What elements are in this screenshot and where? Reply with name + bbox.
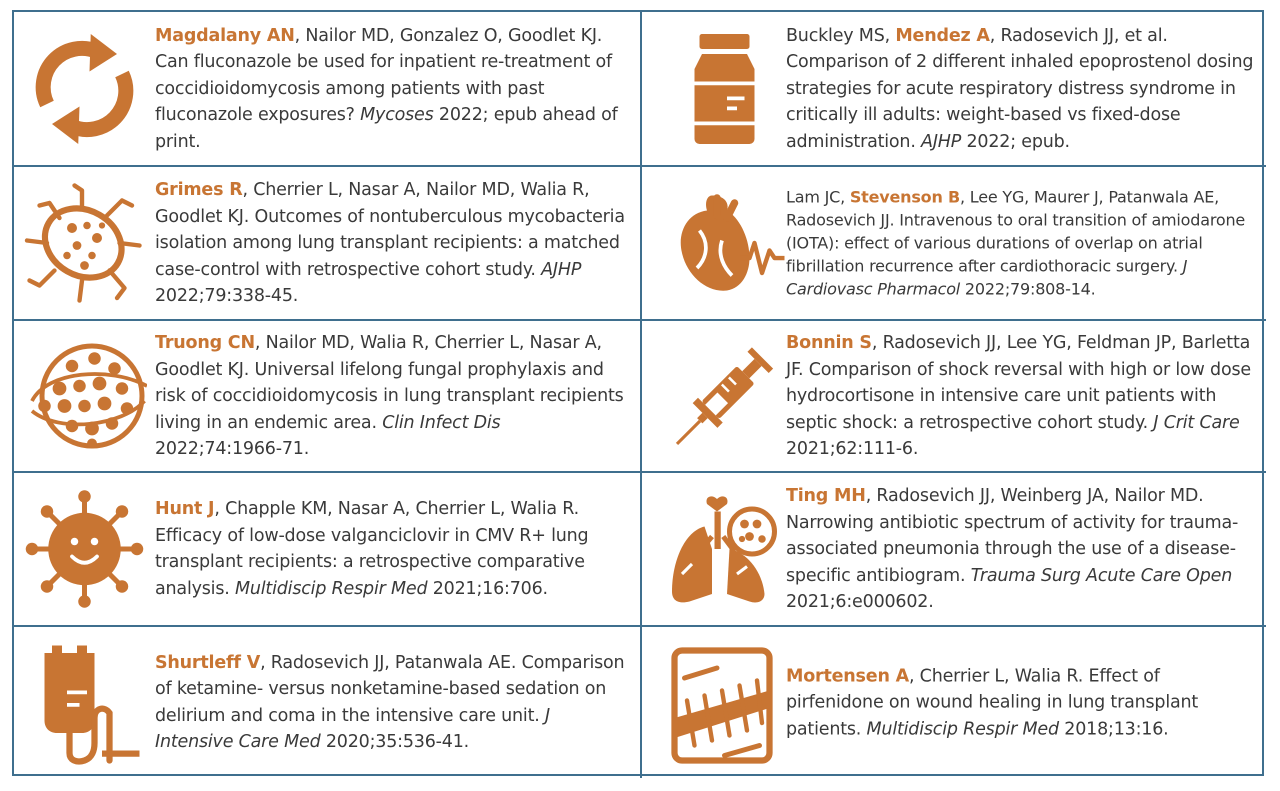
first-author: Buckley MS, — [786, 25, 896, 46]
article-title: Outcomes of nontuberculous mycobacteria isolation among lung transplant recipients: a matched case-control with retrospective cohort study. — [155, 206, 625, 280]
co-authors: , Radosevich JJ, et al. — [989, 25, 1168, 46]
lead-author: Ting MH — [786, 485, 866, 506]
article-title: Intravenous to oral transition of amiodarone (IOTA): effect of various durations of overlap on atrial fibrillation recurrence after cardiothoracic surgery. — [786, 210, 1246, 276]
co-authors: , Cherrier L, Walia R. — [908, 665, 1089, 686]
reference-cell-10 — [642, 627, 1266, 778]
co-authors: , Radosevich JJ, Lee YG, Feldman JP, Barletta JF. — [786, 332, 1251, 380]
lead-author: Mortensen A — [786, 665, 909, 686]
lead-author: Hunt J — [155, 499, 215, 519]
citation-details: 2022;79:808-14. — [960, 279, 1096, 299]
reference-cell-7 — [14, 473, 642, 627]
journal-name: Multidiscip Respir Med — [866, 718, 1059, 739]
reference-cell-1 — [14, 12, 642, 167]
lead-author: Truong CN — [155, 332, 255, 353]
journal-name: Clin Infect Dis — [382, 412, 501, 433]
co-authors: , Lee YG, Maurer J, Patanwala AE, Radosevich JJ. — [786, 187, 1220, 230]
co-authors: , Cherrier L, Nasar A, Nailor MD, Walia R, Goodlet KJ. — [155, 179, 590, 227]
reference-text — [786, 22, 1256, 155]
article-title: Universal lifelong fungal prophylaxis and risk of coccidioidomycosis in lung transplant recipients living in an endemic area. — [155, 359, 624, 433]
medicine-vial-icon — [662, 26, 787, 151]
reference-text — [786, 186, 1256, 301]
refresh-arrows-icon — [22, 26, 147, 151]
reference-cell-9 — [14, 627, 642, 778]
journal-name: Trauma Surg Acute Care Open — [970, 565, 1233, 586]
article-title: Comparison of shock reversal with high or low dose hydrocortisone in intensive care unit patients with septic shock: a retrospective cohort study. — [786, 359, 1251, 433]
article-title: Comparison of 2 different inhaled epoprostenol dosing strategies for acute respiratory distress syndrome in critically ill adults: weight-based vs fixed-dose administration. — [786, 51, 1254, 152]
fungal-spores-icon — [22, 334, 147, 459]
reference-text — [786, 483, 1256, 616]
reference-cell-5 — [14, 321, 642, 473]
reference-text — [155, 330, 630, 463]
journal-name: Mycoses — [360, 104, 434, 125]
citation-details: 2018;13:16. — [1058, 718, 1169, 739]
citation-details: 2022;79:338-45. — [155, 285, 299, 306]
article-title: Narrowing antibiotic spectrum of activity for trauma-associated pneumonia through the use of a disease-specific antibiogram. — [786, 512, 1239, 586]
citation-details: 2022;74:1966-71. — [155, 438, 310, 459]
lead-author: Stevenson B — [849, 187, 961, 207]
lead-author: Bonnin S — [786, 332, 872, 353]
references-table — [12, 10, 1264, 776]
reference-cell-4 — [642, 167, 1266, 321]
reference-text — [786, 663, 1256, 743]
co-authors: , Radosevich JJ, Weinberg JA, Nailor MD. — [865, 485, 1204, 506]
citation-details: 2021;62:111-6. — [786, 438, 919, 459]
citation-details: 2022; epub. — [961, 131, 1070, 152]
journal-name: AJHP — [921, 131, 962, 152]
reference-text — [155, 650, 630, 756]
heart-pulse-icon — [662, 181, 787, 306]
reference-text — [155, 177, 630, 310]
journal-name: J Intensive Care Med — [155, 705, 550, 752]
reference-cell-8 — [642, 473, 1266, 627]
reference-text — [786, 330, 1256, 463]
citation-details: 2021;16:706. — [427, 578, 548, 599]
journal-name: AJHP — [541, 259, 582, 280]
co-authors: , Radosevich JJ, Patanwala AE. — [260, 652, 522, 673]
journal-name: J Cardiovasc Pharmacol — [786, 256, 1188, 299]
citation-details: 2022; epub ahead of print. — [155, 104, 618, 152]
co-authors: , Chapple KM, Nasar A, Cherrier L, Walia R. — [214, 499, 579, 519]
first-author: Lam JC, — [786, 187, 850, 207]
article-title: Comparison of ketamine- versus nonketamine-based sedation on delirium and coma in the intensive care unit. — [155, 652, 625, 726]
iv-bag-icon — [22, 640, 147, 765]
reference-text — [155, 496, 630, 602]
reference-cell-2 — [642, 12, 1266, 167]
syringe-icon — [662, 334, 787, 459]
journal-name: J Crit Care — [1153, 412, 1240, 433]
stitched-wound-icon — [662, 640, 787, 765]
lungs-icon — [662, 487, 787, 612]
bacteria-icon — [22, 181, 147, 306]
reference-cell-6 — [642, 321, 1266, 473]
reference-cell-3 — [14, 167, 642, 321]
lead-author: Magdalany AN — [155, 25, 295, 46]
journal-name: Multidiscip Respir Med — [234, 578, 428, 599]
article-title: Effect of pirfenidone on wound healing in lung transplant patients. — [786, 665, 1199, 739]
article-title: Efficacy of low-dose valganciclovir in CMV R+ lung transplant recipients: a retrospective comparative analysis. — [155, 525, 589, 599]
co-authors: , Nailor MD, Walia R, Cherrier L, Nasar A, Goodlet KJ. — [155, 332, 602, 380]
article-title: Can fluconazole be used for inpatient re-treatment of coccidioidomycosis among patients with past fluconazole exposures? — [155, 51, 612, 125]
citation-details: 2021;6:e000602. — [786, 591, 934, 612]
lead-author: Mendez A — [895, 25, 990, 46]
virus-icon — [22, 487, 147, 612]
lead-author: Grimes R — [155, 179, 243, 200]
citation-details: 2020;35:536-41. — [320, 732, 469, 752]
lead-author: Shurtleff V — [155, 652, 261, 673]
reference-text — [155, 22, 630, 155]
co-authors: , Nailor MD, Gonzalez O, Goodlet KJ. — [294, 25, 603, 46]
